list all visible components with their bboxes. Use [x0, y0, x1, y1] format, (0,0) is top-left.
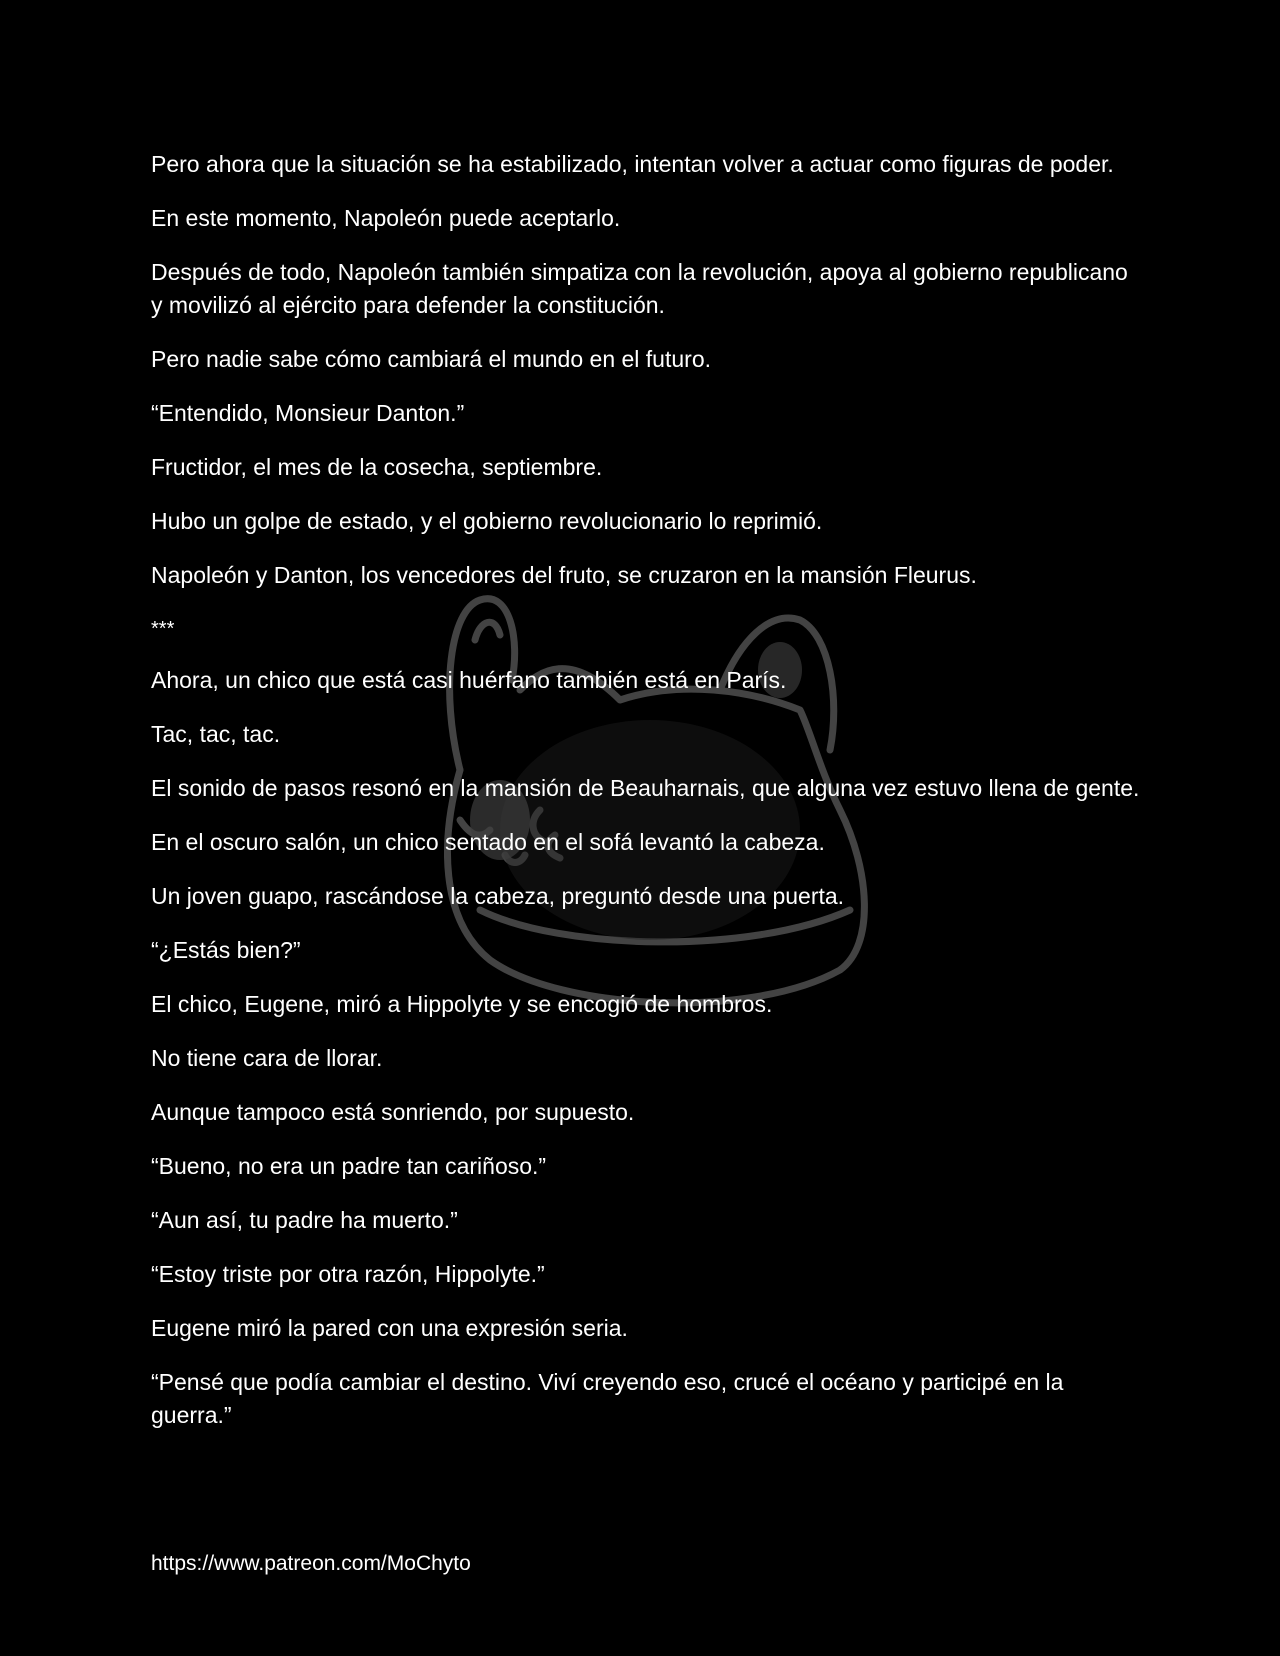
paragraph: Napoleón y Danton, los vencedores del fruto, se cruzaron en la mansión Fleurus.: [151, 562, 977, 588]
document-body: [151, 148, 1141, 1453]
paragraph: Un joven guapo, rascándose la cabeza, preguntó desde una puerta.: [151, 883, 845, 909]
paragraph: En este momento, Napoleón puede aceptarlo.: [151, 205, 621, 231]
paragraph: En el oscuro salón, un chico sentado en el sofá levantó la cabeza.: [151, 829, 825, 855]
section-separator: ***: [151, 618, 175, 640]
paragraph: Hubo un golpe de estado, y el gobierno revolucionario lo reprimió.: [151, 508, 823, 534]
paragraph: Pero ahora que la situación se ha estabilizado, intentan volver a actuar como figuras de poder.: [151, 151, 1114, 177]
paragraph: “Aun así, tu padre ha muerto.”: [151, 1207, 458, 1233]
paragraph: Fructidor, el mes de la cosecha, septiembre.: [151, 454, 603, 480]
paragraph: “Estoy triste por otra razón, Hippolyte.”: [151, 1261, 545, 1287]
paragraph: “¿Estás bien?”: [151, 937, 301, 963]
paragraph: Pero nadie sabe cómo cambiará el mundo en el futuro.: [151, 346, 711, 372]
paragraph: “Bueno, no era un padre tan cariñoso.”: [151, 1153, 547, 1179]
paragraph: El chico, Eugene, miró a Hippolyte y se encogió de hombros.: [151, 991, 773, 1017]
paragraph: Tac, tac, tac.: [151, 721, 281, 747]
paragraph: Aunque tampoco está sonriendo, por supuesto.: [151, 1099, 635, 1125]
paragraph: El sonido de pasos resonó en la mansión de Beauharnais, que alguna vez estuvo llena de gente.: [151, 775, 1140, 801]
paragraph: “Entendido, Monsieur Danton.”: [151, 400, 465, 426]
patreon-link[interactable]: https://www.patreon.com/MoChyto: [151, 1552, 471, 1575]
paragraph: Ahora, un chico que está casi huérfano también está en París.: [151, 667, 787, 693]
paragraph: Eugene miró la pared con una expresión seria.: [151, 1315, 628, 1341]
paragraph: No tiene cara de llorar.: [151, 1045, 383, 1071]
paragraph: Después de todo, Napoleón también simpatiza con la revolución, apoya al gobierno republicano y movilizó al ejército para defender la constitución.: [151, 259, 1128, 318]
paragraph: “Pensé que podía cambiar el destino. Viví creyendo eso, crucé el océano y participé en la guerra.”: [151, 1369, 1064, 1428]
